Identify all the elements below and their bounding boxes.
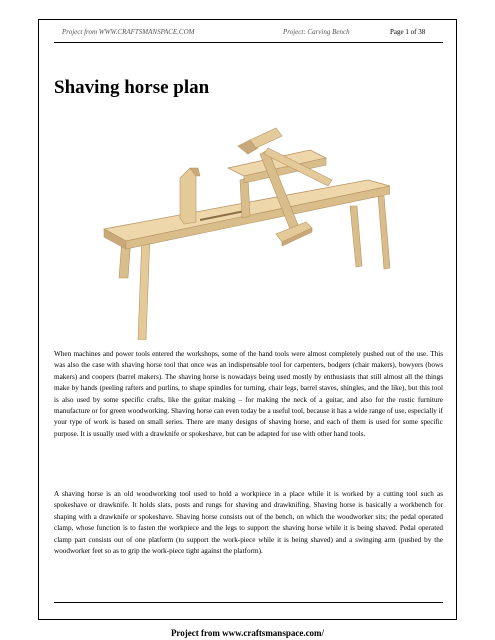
header-source: Project from WWW.CRAFTSMANSPACE.COM [62, 28, 195, 36]
shaving-horse-illustration [100, 118, 390, 340]
footer-divider [54, 602, 443, 603]
header-page-number: Page 1 of 38 [390, 28, 426, 36]
header-divider [54, 42, 443, 43]
header-project: Project: Carving Bench [283, 28, 350, 36]
intro-paragraph: When machines and power tools entered the workshops, some of the hand tools were almost completely pushed out of the use. This was also the case with shaving horse tool that once was an indispensable tool for carpenters, bodgers (chair makers), bowyers (bows makers) and coopers (barrel makers). The shaving horse is nowadays being used mostly by enthusiasts that still almost all the things make by hands (peeling rafters and purlins, to shape spindles for turning, chair legs, barrel staves, shingles, and the like), but this tool is also used by some specific crafts, like the guitar making – for making the neck of a guitar, and also for the rustic furniture manufacture or for green woodworking. Shaving horse can even today be a useful tool, because it has a wide range of use, especially if your type of work is based on small series. There are many designs of shaving horse, and each of them is used for some specific purpose. It is usually used with a drawknife or spokeshave, but can be adapted for use with other hand tools. [54, 350, 443, 438]
definition-paragraph: A shaving horse is an old woodworking tool used to hold a workpiece in a place while it is worked by a cutting tool such as spokeshave or drawknife. It holds slats, posts and rungs for shaving and drawknifing. Shaving horse is basically a workbench for shaping with a drawknife or spokeshave. Shaving horse consists out of the bench, on which the woodworker sits; the pedal operated clamp, whose function is to fasten the workpiece and the legs to support the shaving horse while it is being shaved. Pedal operated clamp part consists out of one platform (to support the work-piece while it is being shaved) and a swinging arm (pushed by the woodworker feet so as to grip the work-piece tight against the platform). [54, 490, 443, 556]
page-footer: Project from www.craftsmanspace.com/ [170, 628, 325, 638]
page-title: Shaving horse plan [54, 77, 210, 98]
